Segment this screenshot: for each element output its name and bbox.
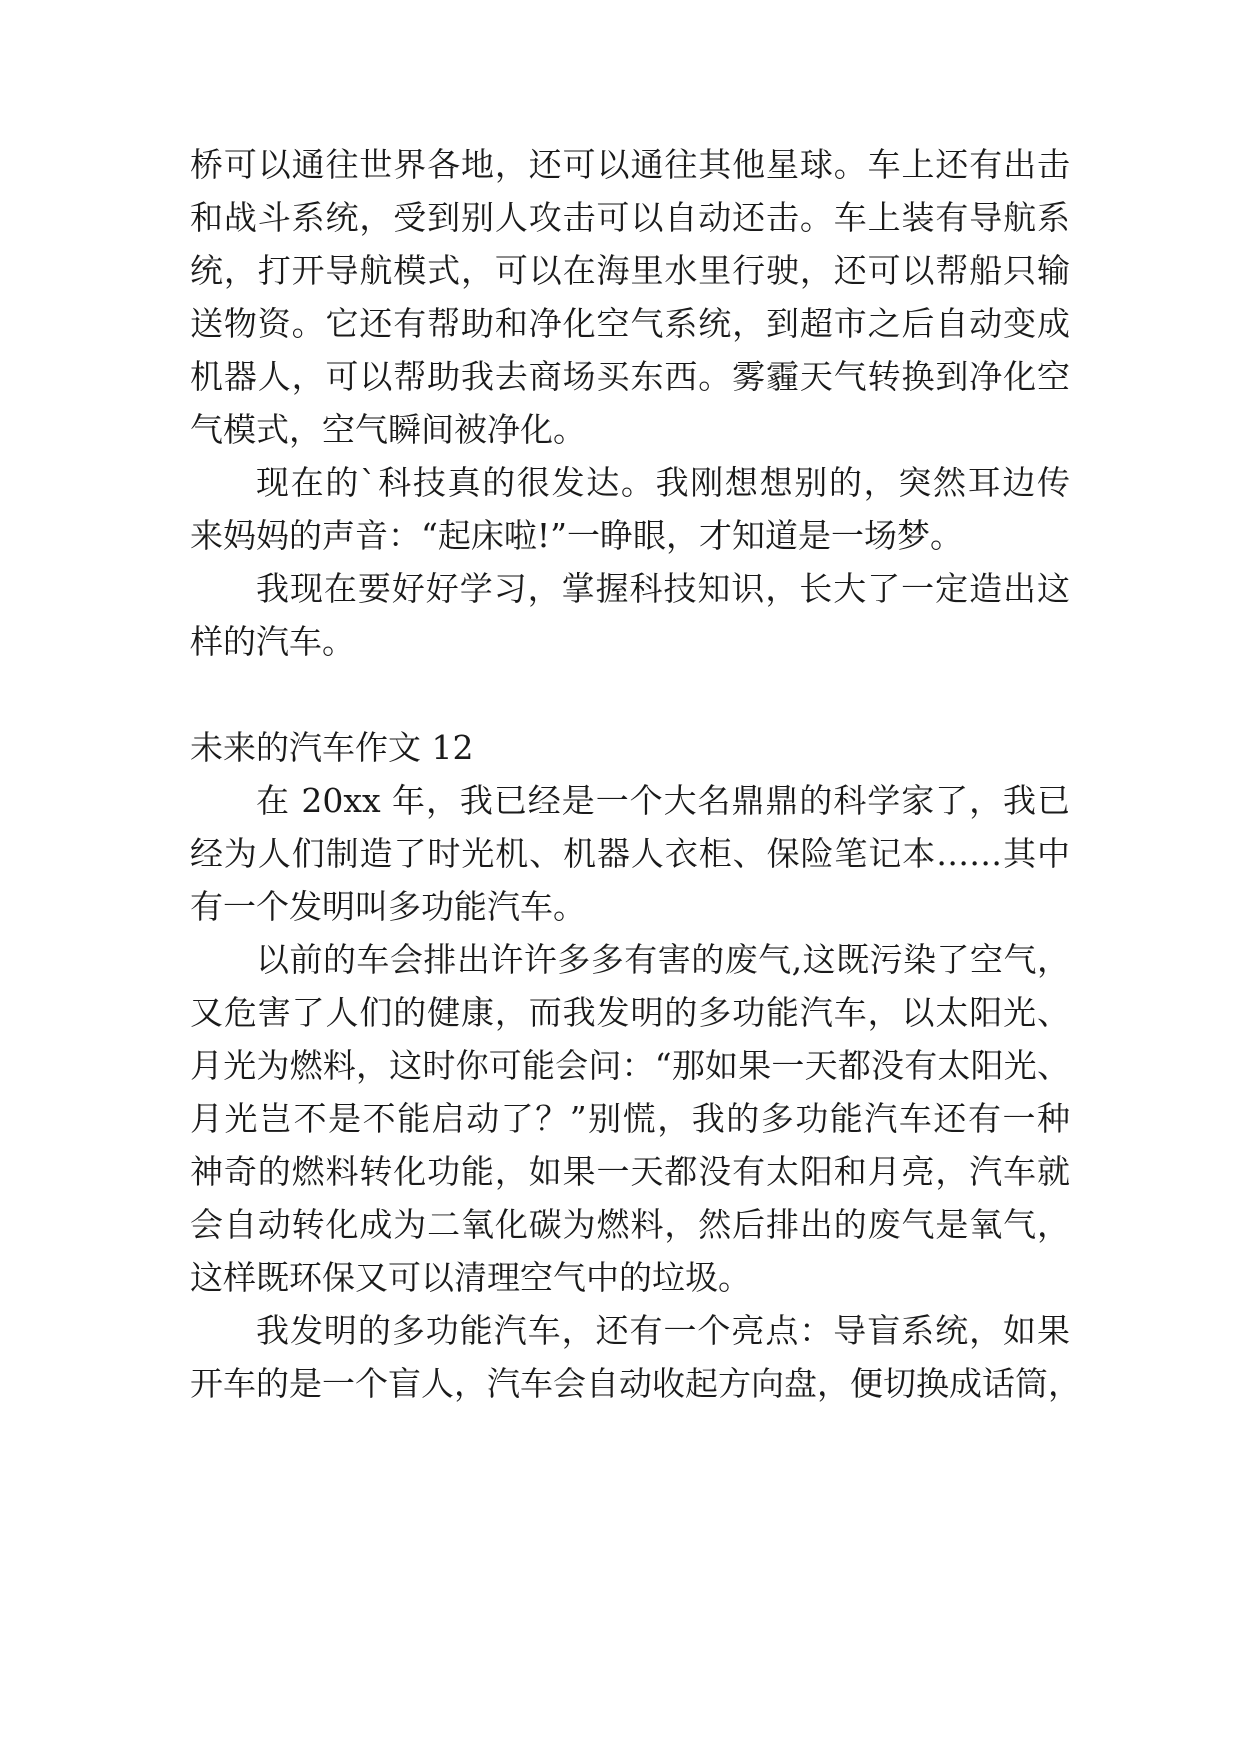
paragraph-line: 我发明的多功能汽车，还有一个亮点：导盲系统，如果 [256,1311,1070,1350]
section-heading: 未来的汽车作文 12 [190,728,474,767]
paragraph-line: 送物资。它还有帮助和净化空气系统，到超市之后自动变成 [190,304,1070,343]
paragraph-line: 开车的是一个盲人，汽车会自动收起方向盘，便切换成话筒， [190,1364,1081,1403]
paragraph-line: 会自动转化成为二氧化碳为燃料，然后排出的废气是氧气， [190,1205,1070,1244]
paragraph-line: 以前的车会排出许许多多有害的废气,这既污染了空气， [256,940,1070,979]
paragraph-line: 机器人，可以帮助我去商场买东西。雾霾天气转换到净化空 [190,357,1070,396]
paragraph-line: 又危害了人们的健康，而我发明的多功能汽车，以太阳光、 [190,993,1070,1032]
paragraph-line: 桥可以通往世界各地，还可以通往其他星球。车上还有出击 [190,145,1070,184]
paragraph-line: 样的汽车。 [190,622,355,661]
paragraph-line: 我现在要好好学习，掌握科技知识，长大了一定造出这 [256,569,1070,608]
paragraph-line: 来妈妈的声音：“起床啦!”一睁眼，才知道是一场梦。 [190,516,964,555]
paragraph-line: 在 20xx 年，我已经是一个大名鼎鼎的科学家了，我已 [256,781,1070,820]
paragraph-line: 统，打开导航模式，可以在海里水里行驶，还可以帮船只输 [190,251,1070,290]
paragraph-line: 现在的`科技真的很发达。我刚想想别的，突然耳边传 [256,463,1070,502]
paragraph-line: 月光为燃料，这时你可能会问：“那如果一天都没有太阳光、 [190,1046,1070,1085]
paragraph-line: 月光岂不是不能启动了？”别慌，我的多功能汽车还有一种 [190,1099,1070,1138]
paragraph-line: 气模式，空气瞬间被净化。 [190,410,586,449]
paragraph-line: 神奇的燃料转化功能，如果一天都没有太阳和月亮，汽车就 [190,1152,1070,1191]
paragraph-line: 这样既环保又可以清理空气中的垃圾。 [190,1258,751,1297]
paragraph-line: 有一个发明叫多功能汽车。 [190,887,586,926]
paragraph-line: 和战斗系统，受到别人攻击可以自动还击。车上装有导航系 [190,198,1070,237]
paragraph-line: 经为人们制造了时光机、机器人衣柜、保险笔记本……其中 [190,834,1070,873]
